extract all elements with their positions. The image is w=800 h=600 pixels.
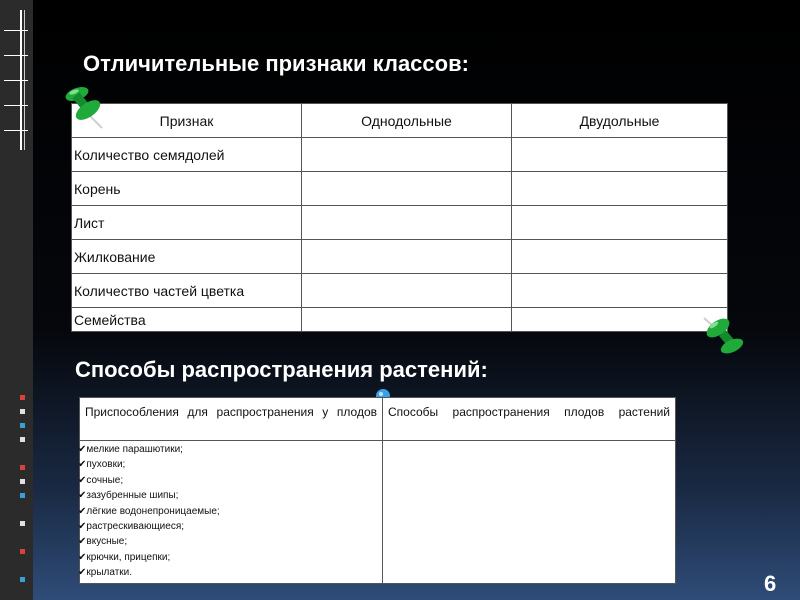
table-cell[interactable] [302, 240, 512, 274]
table-cell[interactable] [512, 172, 728, 206]
list-item: ✔растрескивающиеся; [78, 521, 185, 533]
header-methods: Способы распространения плодов растений [383, 398, 676, 441]
decorative-squares-icon [18, 395, 30, 585]
table-cell[interactable] [512, 274, 728, 308]
table-cell[interactable] [302, 172, 512, 206]
row-label: Семейства [72, 308, 302, 332]
check-icon: ✔ [78, 521, 87, 533]
table-cell[interactable] [302, 206, 512, 240]
methods-cell[interactable] [383, 441, 676, 584]
table-cell[interactable] [302, 274, 512, 308]
table-header-row [72, 104, 728, 138]
table-cell[interactable] [512, 240, 728, 274]
table-cell[interactable] [302, 138, 512, 172]
list-item: ✔крючки, прицепки; [78, 551, 171, 563]
list-item: ✔пуховки; [78, 459, 126, 471]
left-decorative-band [0, 0, 33, 600]
adaptations-cell [80, 441, 383, 584]
table-row [72, 308, 728, 332]
check-icon: ✔ [78, 474, 87, 486]
header-monocots: Однодольные [302, 104, 512, 138]
row-label: Лист [72, 206, 302, 240]
row-label: Количество семядолей [72, 138, 302, 172]
table-row [72, 274, 728, 308]
check-icon: ✔ [78, 459, 87, 471]
table-header-row [80, 398, 676, 441]
list-item: ✔вкусные; [78, 536, 128, 548]
list-item: ✔мелкие парашютики; [78, 444, 183, 455]
header-adaptations: Приспособления для распространения у плодов [80, 398, 383, 441]
page-number: 6 [764, 571, 777, 596]
check-icon: ✔ [78, 505, 87, 517]
row-label: Количество частей цветка [72, 274, 302, 308]
row-label: Корень [72, 172, 302, 206]
table-row [72, 138, 728, 172]
table-cell[interactable] [512, 138, 728, 172]
row-label: Жилкование [72, 240, 302, 274]
classes-table [71, 103, 728, 332]
table-row [72, 206, 728, 240]
dispersal-title: Способы распространения растений: [75, 357, 488, 382]
list-item: ✔сочные; [78, 474, 124, 486]
header-dicots: Двудольные [512, 104, 728, 138]
check-icon: ✔ [78, 536, 87, 548]
check-icon: ✔ [78, 551, 87, 563]
table-row [72, 172, 728, 206]
header-feature: Признак [72, 104, 302, 138]
check-icon: ✔ [78, 490, 87, 502]
check-icon: ✔ [78, 444, 87, 455]
classes-title: Отличительные признаки классов: [83, 51, 469, 76]
decorative-lines-icon [4, 10, 28, 150]
dispersal-table [79, 397, 676, 584]
list-item: ✔крылатки. [78, 567, 133, 579]
table-row [72, 240, 728, 274]
table-row [80, 441, 676, 584]
table-cell[interactable] [302, 308, 512, 332]
adaptations-list [80, 441, 382, 581]
table-cell[interactable] [512, 308, 728, 332]
list-item: ✔лёгкие водонепроницаемые; [78, 505, 220, 517]
green-pushpin-icon [62, 84, 106, 132]
list-item: ✔зазубренные шипы; [78, 490, 179, 502]
check-icon: ✔ [78, 567, 87, 579]
green-pushpin-icon [700, 310, 746, 358]
table-cell[interactable] [512, 206, 728, 240]
